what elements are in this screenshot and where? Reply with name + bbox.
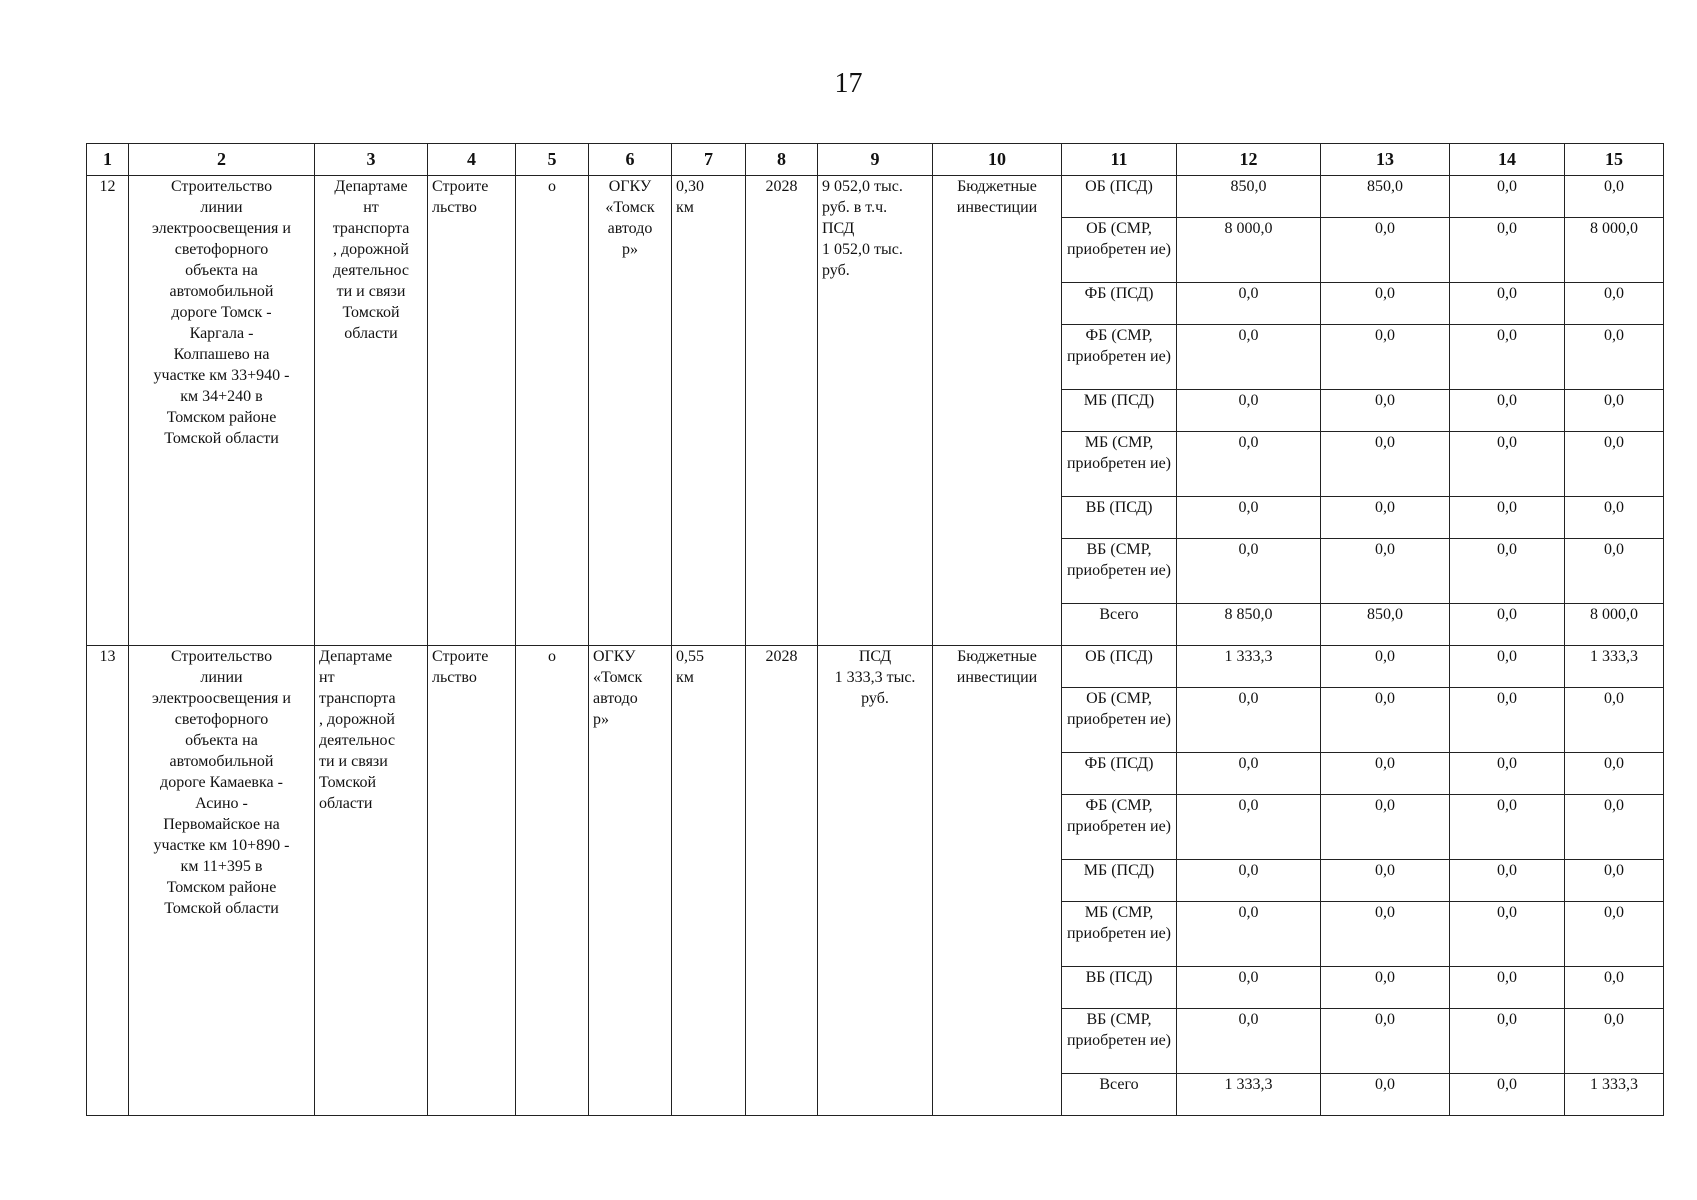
department-cell-line: деятельнос xyxy=(319,732,396,749)
object-name-cell-line: км 34+240 в xyxy=(180,388,263,405)
object-name-cell-line: участке км 33+940 - xyxy=(153,367,290,384)
estimated-cost-cell-line: руб. в т.ч. xyxy=(822,199,888,216)
amount-cell: 0,0 xyxy=(1321,390,1450,432)
funding-source-cell: ФБ (СМР, приобретен ие) xyxy=(1062,325,1177,390)
object-name-cell-line: автомобильной xyxy=(169,283,274,300)
capacity-cell xyxy=(672,646,746,1116)
estimated-cost-cell xyxy=(818,646,933,1116)
organization-cell-line: ОГКУ xyxy=(608,178,652,195)
funding-source-cell: ОБ (ПСД) xyxy=(1062,176,1177,218)
department-cell-line: области xyxy=(319,795,373,812)
amount-cell: 0,0 xyxy=(1565,753,1664,795)
row-number-cell: 12 xyxy=(87,176,129,646)
page-number: 17 xyxy=(834,68,863,99)
object-name-cell-line: линии xyxy=(200,199,243,216)
object-name-cell-line: объекта на xyxy=(185,262,258,279)
amount-cell: 0,0 xyxy=(1450,604,1565,646)
capacity-cell-line: км xyxy=(676,669,694,686)
estimated-cost-cell-line: руб. xyxy=(822,262,850,279)
amount-cell: 0,0 xyxy=(1450,218,1565,283)
organization-cell xyxy=(589,646,672,1116)
organization-cell-line: ОГКУ xyxy=(593,648,636,665)
object-name-cell-line: Строительство xyxy=(170,178,273,195)
funding-source-cell: МБ (СМР, приобретен ие) xyxy=(1062,902,1177,967)
amount-cell: 1 333,3 xyxy=(1177,1074,1321,1116)
amount-cell: 0,0 xyxy=(1565,795,1664,860)
amount-cell: 0,0 xyxy=(1450,860,1565,902)
organization-cell xyxy=(589,176,672,646)
amount-cell: 850,0 xyxy=(1177,176,1321,218)
amount-cell: 0,0 xyxy=(1450,1009,1565,1074)
amount-cell: 0,0 xyxy=(1450,497,1565,539)
amount-cell: 0,0 xyxy=(1450,390,1565,432)
amount-cell: 1 333,3 xyxy=(1565,646,1664,688)
department-cell-line: ти и связи xyxy=(336,283,406,300)
year-cell: 2028 xyxy=(746,646,818,1116)
estimated-cost-cell xyxy=(818,176,933,646)
funding-source-cell: ВБ (ПСД) xyxy=(1062,497,1177,539)
amount-cell: 0,0 xyxy=(1321,795,1450,860)
work-type-cell-line: льство xyxy=(432,669,477,686)
amount-cell: 0,0 xyxy=(1177,753,1321,795)
amount-cell: 0,0 xyxy=(1450,1074,1565,1116)
department-cell-line: , дорожной xyxy=(319,711,395,728)
department-cell-line: транспорта xyxy=(332,220,410,237)
object-name-cell-line: электроосвещения и xyxy=(152,690,291,707)
work-type-cell xyxy=(428,646,516,1116)
header-cell: 2 xyxy=(129,144,315,176)
object-name-cell xyxy=(129,176,315,646)
department-cell-line: Департаме xyxy=(334,178,408,195)
organization-cell-line: автодо xyxy=(593,690,638,707)
funding-source-cell: Всего xyxy=(1062,1074,1177,1116)
object-name-cell-line: автомобильной xyxy=(169,753,274,770)
amount-cell: 0,0 xyxy=(1177,1009,1321,1074)
table-body xyxy=(87,144,1664,1116)
department-cell-line: , дорожной xyxy=(333,241,409,258)
amount-cell: 0,0 xyxy=(1321,860,1450,902)
amount-cell: 850,0 xyxy=(1321,604,1450,646)
header-cell: 13 xyxy=(1321,144,1450,176)
capacity-cell-line: 0,30 xyxy=(676,178,704,195)
object-name-cell-line: дороге Камаевка - xyxy=(160,774,283,791)
amount-cell: 0,0 xyxy=(1177,497,1321,539)
amount-cell: 0,0 xyxy=(1321,902,1450,967)
funding-source-cell: МБ (ПСД) xyxy=(1062,390,1177,432)
funding-source-cell: ФБ (СМР, приобретен ие) xyxy=(1062,795,1177,860)
amount-cell: 8 000,0 xyxy=(1565,604,1664,646)
department-cell xyxy=(315,176,428,646)
department-cell-line: транспорта xyxy=(319,690,396,707)
object-name-cell-line: Каргала - xyxy=(189,325,254,342)
amount-cell: 0,0 xyxy=(1450,967,1565,1009)
header-cell: 7 xyxy=(672,144,746,176)
department-cell-line: Департаме xyxy=(319,648,393,665)
department-cell-line: ти и связи xyxy=(319,753,388,770)
header-cell: 1 xyxy=(87,144,129,176)
estimated-cost-cell-line: ПСД xyxy=(822,220,855,237)
object-name-cell-line: линии xyxy=(200,669,243,686)
amount-cell: 0,0 xyxy=(1565,432,1664,497)
object-name-cell-line: Томском районе xyxy=(166,409,277,426)
department-cell-line: области xyxy=(344,325,398,342)
object-name-cell-line: км 11+395 в xyxy=(180,858,263,875)
work-type-cell-line: Строите xyxy=(432,178,489,195)
department-cell xyxy=(315,646,428,1116)
department-cell-line: деятельнос xyxy=(332,262,410,279)
investment-table xyxy=(86,143,1664,1116)
object-name-cell-line: дороге Томск - xyxy=(171,304,272,321)
investment-form-cell-line: инвестиции xyxy=(956,199,1038,216)
amount-cell: 0,0 xyxy=(1321,688,1450,753)
estimated-cost-cell-line: 9 052,0 тыс. xyxy=(822,178,903,195)
capacity-cell xyxy=(672,176,746,646)
column-5-cell: о xyxy=(516,176,589,646)
amount-cell: 0,0 xyxy=(1177,795,1321,860)
amount-cell: 0,0 xyxy=(1177,432,1321,497)
amount-cell: 0,0 xyxy=(1321,218,1450,283)
funding-source-cell: МБ (ПСД) xyxy=(1062,860,1177,902)
estimated-cost-cell-line: 1 052,0 тыс. xyxy=(822,241,903,258)
investment-form-cell-line: Бюджетные xyxy=(957,178,1037,195)
funding-source-cell: ВБ (СМР, приобретен ие) xyxy=(1062,1009,1177,1074)
amount-cell: 0,0 xyxy=(1565,390,1664,432)
object-name-cell-line: Колпашево на xyxy=(173,346,270,363)
amount-cell: 0,0 xyxy=(1321,1009,1450,1074)
amount-cell: 0,0 xyxy=(1565,176,1664,218)
table-row xyxy=(87,646,1664,688)
object-name-cell-line: электроосвещения и xyxy=(152,220,291,237)
object-name-cell xyxy=(129,646,315,1116)
amount-cell: 0,0 xyxy=(1177,902,1321,967)
funding-source-cell: ОБ (СМР, приобретен ие) xyxy=(1062,218,1177,283)
amount-cell: 0,0 xyxy=(1450,753,1565,795)
amount-cell: 0,0 xyxy=(1321,753,1450,795)
capacity-cell-line: 0,55 xyxy=(676,648,704,665)
amount-cell: 0,0 xyxy=(1565,688,1664,753)
amount-cell: 0,0 xyxy=(1450,539,1565,604)
investment-form-cell-line: Бюджетные xyxy=(957,648,1037,665)
amount-cell: 8 000,0 xyxy=(1177,218,1321,283)
amount-cell: 0,0 xyxy=(1565,860,1664,902)
amount-cell: 0,0 xyxy=(1177,539,1321,604)
work-type-cell-line: льство xyxy=(432,199,477,216)
object-name-cell-line: Томской области xyxy=(164,430,279,447)
header-cell: 5 xyxy=(516,144,589,176)
organization-cell-line: «Томск xyxy=(605,199,655,216)
amount-cell: 1 333,3 xyxy=(1565,1074,1664,1116)
object-name-cell-line: Томской области xyxy=(164,900,279,917)
amount-cell: 0,0 xyxy=(1321,1074,1450,1116)
header-cell: 4 xyxy=(428,144,516,176)
amount-cell: 8 000,0 xyxy=(1565,218,1664,283)
capacity-cell-line: км xyxy=(676,199,694,216)
organization-cell-line: р» xyxy=(593,711,609,728)
header-cell: 9 xyxy=(818,144,933,176)
amount-cell: 0,0 xyxy=(1450,795,1565,860)
amount-cell: 0,0 xyxy=(1177,390,1321,432)
amount-cell: 8 850,0 xyxy=(1177,604,1321,646)
amount-cell: 0,0 xyxy=(1565,283,1664,325)
header-cell: 3 xyxy=(315,144,428,176)
header-cell: 8 xyxy=(746,144,818,176)
amount-cell: 0,0 xyxy=(1565,325,1664,390)
amount-cell: 0,0 xyxy=(1321,646,1450,688)
funding-source-cell: ВБ (ПСД) xyxy=(1062,967,1177,1009)
header-cell: 11 xyxy=(1062,144,1177,176)
amount-cell: 850,0 xyxy=(1321,176,1450,218)
amount-cell: 0,0 xyxy=(1565,967,1664,1009)
amount-cell: 0,0 xyxy=(1321,497,1450,539)
amount-cell: 0,0 xyxy=(1321,967,1450,1009)
header-cell: 14 xyxy=(1450,144,1565,176)
amount-cell: 0,0 xyxy=(1321,283,1450,325)
column-5-cell: о xyxy=(516,646,589,1116)
investment-form-cell xyxy=(933,176,1062,646)
amount-cell: 0,0 xyxy=(1321,432,1450,497)
organization-cell-line: «Томск xyxy=(593,669,643,686)
object-name-cell-line: Первомайское на xyxy=(163,816,280,833)
table-row xyxy=(87,176,1664,218)
amount-cell: 0,0 xyxy=(1450,688,1565,753)
work-type-cell xyxy=(428,176,516,646)
funding-source-cell: ОБ (ПСД) xyxy=(1062,646,1177,688)
estimated-cost-cell-line: руб. xyxy=(861,690,889,707)
object-name-cell-line: Томском районе xyxy=(166,879,277,896)
object-name-cell-line: объекта на xyxy=(185,732,258,749)
amount-cell: 0,0 xyxy=(1565,1009,1664,1074)
object-name-cell-line: участке км 10+890 - xyxy=(153,837,290,854)
amount-cell: 0,0 xyxy=(1450,325,1565,390)
amount-cell: 0,0 xyxy=(1177,283,1321,325)
organization-cell-line: автодо xyxy=(607,220,653,237)
funding-source-cell: ФБ (ПСД) xyxy=(1062,283,1177,325)
amount-cell: 0,0 xyxy=(1450,646,1565,688)
amount-cell: 0,0 xyxy=(1450,432,1565,497)
header-row xyxy=(87,144,1664,176)
amount-cell: 0,0 xyxy=(1321,539,1450,604)
department-cell-line: нт xyxy=(363,199,379,216)
investment-form-cell xyxy=(933,646,1062,1116)
object-name-cell-line: Асино - xyxy=(195,795,248,812)
amount-cell: 0,0 xyxy=(1177,967,1321,1009)
amount-cell: 0,0 xyxy=(1565,497,1664,539)
amount-cell: 1 333,3 xyxy=(1177,646,1321,688)
amount-cell: 0,0 xyxy=(1177,860,1321,902)
header-cell: 15 xyxy=(1565,144,1664,176)
organization-cell-line: р» xyxy=(622,241,638,258)
department-cell-line: нт xyxy=(319,669,335,686)
amount-cell: 0,0 xyxy=(1450,283,1565,325)
funding-source-cell: Всего xyxy=(1062,604,1177,646)
amount-cell: 0,0 xyxy=(1450,176,1565,218)
amount-cell: 0,0 xyxy=(1565,902,1664,967)
header-cell: 12 xyxy=(1177,144,1321,176)
amount-cell: 0,0 xyxy=(1450,902,1565,967)
object-name-cell-line: Строительство xyxy=(170,648,273,665)
estimated-cost-cell-line: 1 333,3 тыс. xyxy=(834,669,916,686)
header-cell: 6 xyxy=(589,144,672,176)
year-cell: 2028 xyxy=(746,176,818,646)
funding-source-cell: МБ (СМР, приобретен ие) xyxy=(1062,432,1177,497)
amount-cell: 0,0 xyxy=(1177,688,1321,753)
investment-form-cell-line: инвестиции xyxy=(956,669,1038,686)
department-cell-line: Томской xyxy=(319,774,377,791)
object-name-cell-line: светофорного xyxy=(174,711,269,728)
funding-source-cell: ВБ (СМР, приобретен ие) xyxy=(1062,539,1177,604)
amount-cell: 0,0 xyxy=(1177,325,1321,390)
funding-source-cell: ФБ (ПСД) xyxy=(1062,753,1177,795)
funding-source-cell: ОБ (СМР, приобретен ие) xyxy=(1062,688,1177,753)
row-number-cell: 13 xyxy=(87,646,129,1116)
amount-cell: 0,0 xyxy=(1321,325,1450,390)
department-cell-line: Томской xyxy=(342,304,400,321)
header-cell: 10 xyxy=(933,144,1062,176)
work-type-cell-line: Строите xyxy=(432,648,489,665)
estimated-cost-cell-line: ПСД xyxy=(858,648,892,665)
amount-cell: 0,0 xyxy=(1565,539,1664,604)
object-name-cell-line: светофорного xyxy=(174,241,269,258)
